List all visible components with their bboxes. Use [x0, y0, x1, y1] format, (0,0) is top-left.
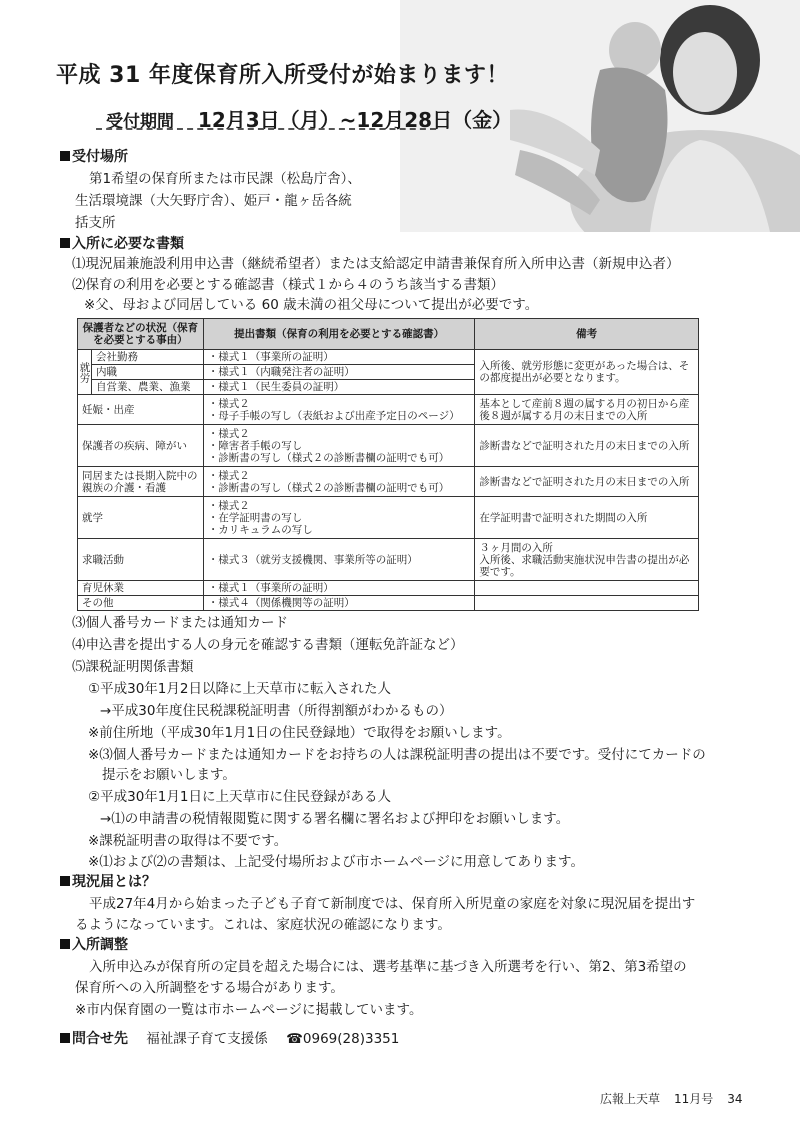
page-footer — [600, 1090, 743, 1107]
contact — [60, 1028, 399, 1050]
table-cell: 診断書などで証明された月の末日までの入所 — [475, 467, 699, 497]
place-heading: 受付場所 — [60, 146, 128, 168]
table-row — [78, 539, 699, 581]
table-cell: 同居または長期入院中の親族の介護・看護 — [78, 467, 204, 497]
note-3: ※課税証明書の取得は不要です。 — [88, 833, 288, 849]
table-cell: ・様式１（事業所の証明） — [203, 581, 475, 596]
table-cell: その他 — [78, 596, 204, 611]
table-cell — [475, 596, 699, 611]
docs-item-3: ⑶個人番号カードまたは通知カード — [72, 615, 288, 631]
square-bullet-icon — [60, 151, 70, 161]
table-row — [78, 467, 699, 497]
table-cell: ・様式１（事業所の証明） — [203, 350, 475, 365]
table-cell: 会社勤務 — [91, 350, 203, 365]
docs-item-2: ⑵保育の利用を必要とする確認書（様式１から４のうち該当する書類） — [72, 277, 504, 293]
table-row — [78, 350, 699, 365]
sub-item-2a: →⑴の申請書の税情報閲覧に関する署名欄に署名および押印をお願いします。 — [100, 811, 570, 827]
table-cell: 内職 — [91, 365, 203, 380]
table-cell: ・様式２ ・在学証明書の写し ・カリキュラムの写し — [203, 497, 475, 539]
contact-label: 問合せ先 — [72, 1031, 128, 1047]
table-cell: ・様式２ ・診断書の写し（様式２の診断書欄の証明でも可） — [203, 467, 475, 497]
table-row — [78, 596, 699, 611]
table-cell: 育児休業 — [78, 581, 204, 596]
table-header-row — [78, 319, 699, 350]
docs-note: ※父、母および同居している 60 歳未満の祖父母について提出が必要です。 — [84, 297, 539, 313]
table-row — [78, 395, 699, 425]
genkyo-heading: 現況届とは？ — [60, 871, 156, 893]
page-title: 平成 31 年度保育所入所受付が始まります！ — [56, 63, 509, 88]
table-cell: 診断書などで証明された月の末日までの入所 — [475, 425, 699, 467]
table-cell: 基本として産前８週の属する月の初日から産後８週が属する月の末日までの入所 — [475, 395, 699, 425]
square-bullet-icon — [60, 876, 70, 886]
contact-phone: ☎0969(28)3351 — [286, 1031, 400, 1047]
table-row — [78, 425, 699, 467]
note-1: ※前住所地（平成30年1月1日の住民登録地）で取得をお願いします。 — [88, 725, 511, 741]
period-underline — [96, 128, 436, 130]
table-cell: 在学証明書で証明された期間の入所 — [475, 497, 699, 539]
table-cell: ・様式３（就労支援機関、事業所等の証明） — [203, 539, 475, 581]
table-cell: ・様式１（内職発注者の証明） — [203, 365, 475, 380]
table-cell-work: 就労 — [78, 350, 92, 395]
page-number: 34 — [727, 1092, 743, 1106]
adjust-heading: 入所調整 — [60, 934, 128, 956]
table-cell: 求職活動 — [78, 539, 204, 581]
adjust-line: 入所申込みが保育所の定員を超えた場合には、選考基準に基づき入所選考を行い、第2、第3希望の — [89, 959, 687, 975]
genkyo-line: 平成27年4月から始まった子ども子育て新制度では、保育所入所児童の家庭を対象に現況届を提出す — [89, 896, 696, 912]
docs-item-1: ⑴現況届兼施設利用申込書（継続希望者）または支給認定申請書兼保育所入所申込書（新規申込者） — [72, 256, 680, 272]
reception-period-dates: 12月3日（月）~12月28日（金） — [197, 108, 513, 132]
documents-table — [77, 318, 699, 611]
sub-item-1: ①平成30年1月2日以降に上天草市に転入された人 — [88, 681, 391, 697]
adjust-note: ※市内保育園の一覧は市ホームページに掲載しています。 — [75, 1002, 423, 1018]
table-cell: 保護者の疾病、障がい — [78, 425, 204, 467]
table-header: 提出書類（保育の利用を必要とする確認書） — [203, 319, 475, 350]
note-2-cont: 提示をお願いします。 — [102, 767, 236, 783]
table-header: 保護者などの状況（保育を必要とする事由） — [78, 319, 204, 350]
genkyo-line: るようになっています。これは、家庭状況の確認になります。 — [75, 917, 451, 933]
table-cell: 就学 — [78, 497, 204, 539]
issue-label: 11月号 — [674, 1092, 714, 1106]
table-cell: ・様式２ ・障害者手帳の写し ・診断書の写し（様式２の診断書欄の証明でも可） — [203, 425, 475, 467]
table-cell: 自営業、農業、漁業 — [91, 380, 203, 395]
place-line: 生活環境課（大矢野庁舎）、姫戸・龍ヶ岳各統 — [75, 193, 352, 209]
adjust-line: 保育所への入所調整をする場合があります。 — [75, 980, 344, 996]
table-cell: ・様式４（関係機関等の証明） — [203, 596, 475, 611]
table-cell: 妊娠・出産 — [78, 395, 204, 425]
table-row — [78, 581, 699, 596]
square-bullet-icon — [60, 939, 70, 949]
sub-item-1a: →平成30年度住民税課税証明書（所得割額がわかるもの） — [100, 703, 453, 719]
square-bullet-icon — [60, 1033, 70, 1043]
table-cell: 入所後、就労形態に変更があった場合は、その都度提出が必要となります。 — [475, 350, 699, 395]
note-2: ※⑶個人番号カードまたは通知カードをお持ちの人は課税証明書の提出は不要です。受付にてカードの — [88, 747, 706, 763]
contact-dept: 福祉課子育て支援係 — [146, 1031, 268, 1047]
table-cell: ・様式２ ・母子手帳の写し（表紙および出産予定日のページ） — [203, 395, 475, 425]
reception-period-label: 受付期間 — [106, 112, 174, 132]
docs-item-4: ⑷申込書を提出する人の身元を確認する書類（運転免許証など） — [72, 637, 464, 653]
docs-item-5: ⑸課税証明関係書類 — [72, 659, 194, 675]
square-bullet-icon — [60, 238, 70, 248]
place-line: 第1希望の保育所または市民課（松島庁舎）、 — [89, 171, 361, 187]
sub-item-2: ②平成30年1月1日に上天草市に住民登録がある人 — [88, 789, 391, 805]
table-cell: ３ヶ月間の入所 入所後、求職活動実施状況申告書の提出が必要です。 — [475, 539, 699, 581]
docs-heading: 入所に必要な書類 — [60, 233, 184, 255]
note-4: ※⑴および⑵の書類は、上記受付場所および市ホームページに用意してあります。 — [88, 854, 584, 870]
publication-name: 広報上天草 — [600, 1092, 661, 1106]
table-row — [78, 497, 699, 539]
table-cell — [475, 581, 699, 596]
table-header: 備考 — [475, 319, 699, 350]
place-line: 括支所 — [75, 215, 116, 231]
table-cell: ・様式１（民生委員の証明） — [203, 380, 475, 395]
